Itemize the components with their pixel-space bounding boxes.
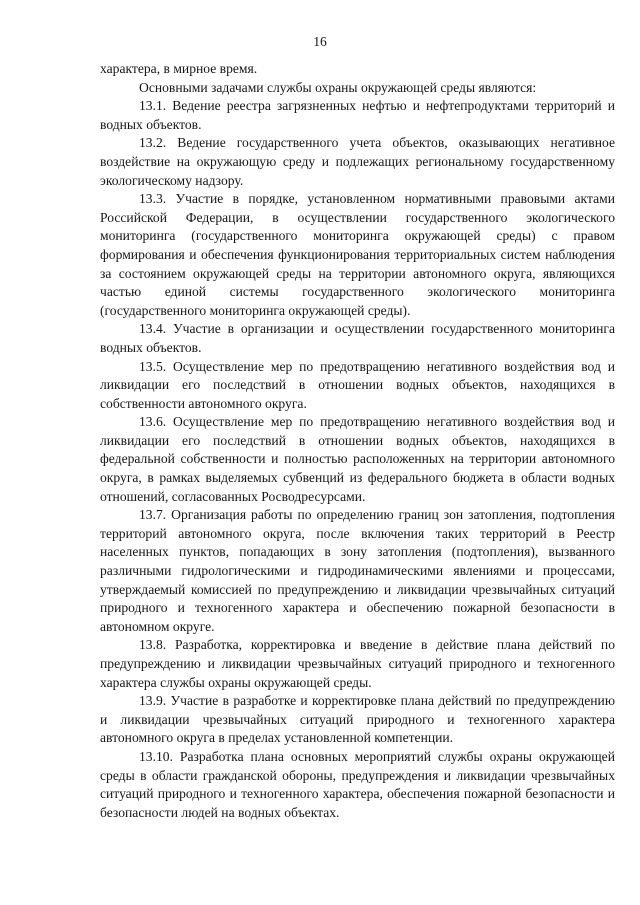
- paragraph-13-2: 13.2. Ведение государственного учета объектов, оказывающих негативное воздействие на окружающую среду и подлежащих региональному государственному экологическому надзору.: [100, 135, 615, 188]
- paragraph-13-4: 13.4. Участие в организации и осуществлении государственного мониторинга водных объектов.: [100, 321, 615, 355]
- paragraph-continuation: характера, в мирное время.: [100, 61, 258, 76]
- paragraph-13-10: 13.10. Разработка плана основных мероприятий службы охраны окружающей среды в области гражданской обороны, предупреждения и ликвидации чрезвычайных ситуаций природного и техногенного характера, обеспечения пожарной безопасности и безопасности людей на водных объектах.: [100, 748, 615, 820]
- paragraph-13-9: 13.9. Участие в разработке и корректировке плана действий по предупреждению и ликвидации чрезвычайных ситуаций природного и техногенного характера автономного округа в пределах установленной компетенции.: [100, 693, 615, 746]
- paragraph-13-8: 13.8. Разработка, корректировка и введение в действие плана действий по предупреждению и ликвидации чрезвычайных ситуаций природного и техногенного характера службы охраны окружающей среды.: [100, 637, 615, 690]
- paragraph-13-6: 13.6. Осуществление мер по предотвращению негативного воздействия вод и ликвидации его последствий в отношении водных объектов, находящихся в федеральной собственности и полностью расположенных на территории автономного округа, в рамках выделяемых субвенций из федерального бюджета в области водных отношений, согласованных Росводресурсами.: [100, 414, 615, 504]
- paragraph-tasks-intro: Основными задачами службы охраны окружающей среды являются:: [139, 79, 537, 95]
- paragraph-13-3: 13.3. Участие в порядке, установленном нормативными правовыми актами Российской Федерации, в осуществлении государственного экологического мониторинга (государственного мониторинга окружающей среды) с правом формирования и обеспечения функционирования территориальных систем наблюдения за состоянием окружающей среды на территории автономного округа, являющихся частью единой системы государственного экологического мониторинга (государственного мониторинга окружающей среды).: [100, 191, 615, 318]
- document-body: [100, 60, 615, 822]
- page-number: 16: [313, 34, 327, 49]
- paragraph-13-1: 13.1. Ведение реестра загрязненных нефтью и нефтепродуктами территорий и водных объектов.: [100, 98, 615, 132]
- paragraph-13-7: 13.7. Организация работы по определению границ зон затопления, подтопления территорий автономного округа, после включения таких территорий в Реестр населенных пунктов, попадающих в зону затопления (подтопления), вызванного различными гидрологическими и гидродинамическими явлениями и процессами, утверждаемый комиссией по предупреждению и ликвидации чрезвычайных ситуаций природного и техногенного характера и обеспечению пожарной безопасности в автономном округе.: [100, 507, 615, 634]
- paragraph-13-5: 13.5. Осуществление мер по предотвращению негативного воздействия вод и ликвидации его последствий в отношении водных объектов, находящихся в собственности автономного округа.: [100, 358, 615, 411]
